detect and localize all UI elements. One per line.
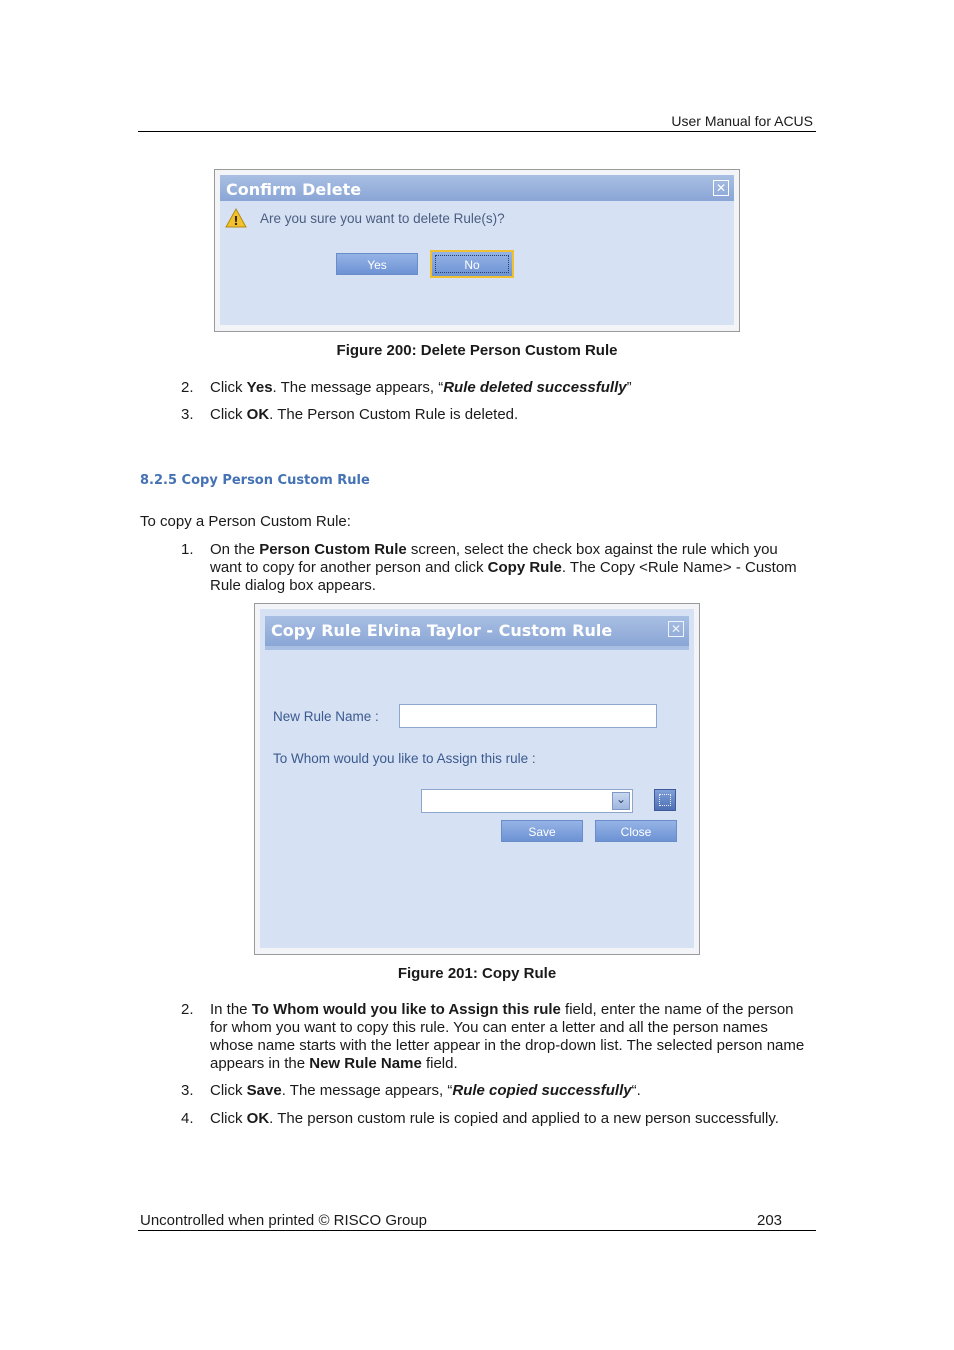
step-3-delete: Click OK. The Person Custom Rule is deleted. [210,406,519,423]
new-rule-name-input[interactable] [399,704,657,728]
svg-text:!: ! [233,214,239,228]
step-2-delete: Click Yes. The message appears, “Rule deleted successfully” [210,379,632,396]
step-number: 3. [181,1082,194,1099]
step-number: 2. [181,1001,194,1018]
section-heading: 8.2.5 Copy Person Custom Rule [140,473,370,488]
page-number: 203 [757,1212,783,1229]
step-number: 2. [181,379,194,396]
step-2-copy: In the To Whom would you like to Assign this rule field, enter the name of the person for whom you want to copy this rule. You can enter a letter and all the person names whose name starts with the letter appear in the drop-down list. The selected person name appears in the New Rule Name field. [210,1001,805,1072]
close-icon[interactable]: ✕ [713,180,729,196]
close-button[interactable]: Close [595,820,677,842]
warning-icon [225,208,247,228]
no-button[interactable]: No [430,250,514,278]
dialog-message: Are you sure you want to delete Rule(s)? [260,211,505,226]
step-number: 3. [181,406,194,423]
step-1-copy: On the Person Custom Rule screen, select the check box against the rule which you want to copy for another person and click Copy Rule. The Copy <Rule Name> - Custom Rule dialog box appears. [210,541,797,594]
chevron-down-icon[interactable]: ⌄ [612,792,630,810]
footer-text: Uncontrolled when printed © RISCO Group [140,1212,428,1229]
step-3-copy: Click Save. The message appears, “Rule copied successfully“. [210,1082,641,1099]
header-rule [138,131,816,132]
assign-person-select[interactable] [421,789,633,813]
step-4-copy: Click OK. The person custom rule is copied and applied to a new person successfully. [210,1110,779,1127]
figure-201-caption: Figure 201: Copy Rule [397,965,557,982]
person-lookup-icon[interactable] [654,789,676,811]
figure-200-caption: Figure 200: Delete Person Custom Rule [336,342,618,359]
new-rule-name-label: New Rule Name : [273,709,379,724]
step-number: 1. [181,541,194,558]
dialog-title: Confirm Delete [226,180,362,199]
footer-rule [138,1230,816,1231]
dialog-title: Copy Rule Elvina Taylor - Custom Rule [271,621,613,640]
copy-rule-dialog [254,603,700,955]
save-button[interactable]: Save [501,820,583,842]
confirm-delete-dialog [214,169,740,332]
yes-button[interactable]: Yes [336,253,418,275]
assign-rule-label: To Whom would you like to Assign this rule : [273,751,536,766]
step-number: 4. [181,1110,194,1127]
close-icon[interactable]: ✕ [668,621,684,637]
header-title: User Manual for ACUS [671,113,813,129]
section-intro: To copy a Person Custom Rule: [140,513,351,530]
